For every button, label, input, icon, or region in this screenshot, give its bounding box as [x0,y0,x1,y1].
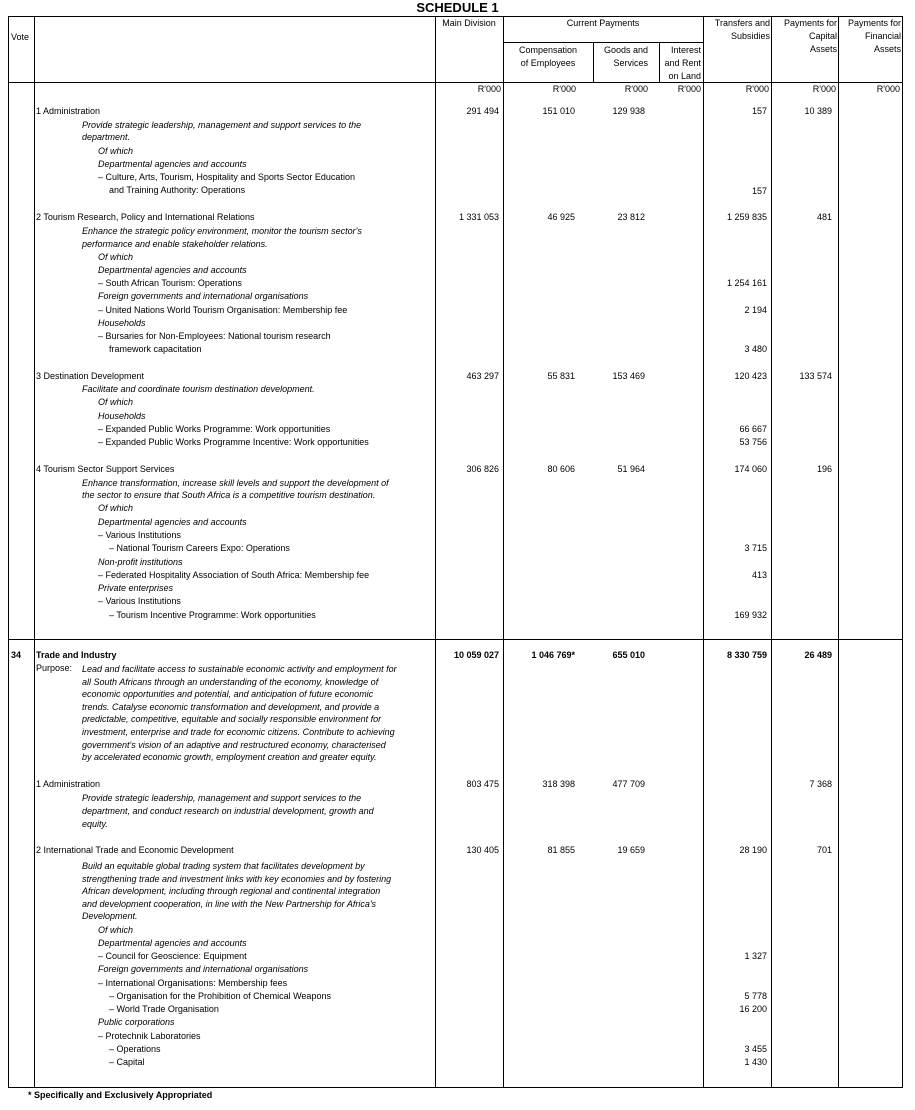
amount-cell: 481 [816,212,832,222]
description-line: performance and enable stakeholder relations. [82,239,268,249]
amount-cell: 153 469 [612,371,645,381]
description-line: Build an equitable global trading system that facilitates development by [82,861,365,871]
description-line: – National Tourism Careers Expo: Operations [109,543,290,553]
amount-cell: 413 [751,570,767,580]
header-financial-assets: Payments for Financial Assets [847,18,901,54]
description-line: 2 International Trade and Economic Development [36,845,234,855]
description-line: Purpose: [36,663,73,673]
amount-cell: 51 964 [617,464,645,474]
description-line: – Organisation for the Prohibition of Chemical Weapons [109,991,331,1001]
description-line: department, and conduct research on industrial development, growth and [82,806,374,816]
description-line: – Council for Geoscience: Equipment [98,951,247,961]
description-line: – Expanded Public Works Programme: Work opportunities [98,424,331,434]
amount-cell: 463 297 [466,371,499,381]
description-line: – Protechnik Laboratories [98,1031,201,1041]
unit-comp: R'000 [552,84,576,94]
description-line: – Tourism Incentive Programme: Work opportunities [109,610,316,620]
description-line: and Training Authority: Operations [109,185,246,195]
current-payments-underline [503,42,703,43]
description-line: – World Trade Organisation [109,1004,219,1014]
description-line: government's vision of an adaptive and restructured economy, characterised [82,740,386,750]
amount-cell: 157 [751,186,767,196]
description-line: and development cooperation, in line with the New Partnership for Africa's [82,899,377,909]
description-line: by accelerated economic growth, employment creation and greater equity. [82,752,377,762]
amount-cell: 7 368 [809,779,832,789]
amount-cell: 3 715 [744,543,767,553]
amount-cell: 655 010 [612,650,645,660]
amount-cell: 120 423 [734,371,767,381]
header-vote: Vote [11,32,30,42]
unit-interest: R'000 [677,84,701,94]
amount-cell: 174 060 [734,464,767,474]
description-line: the sector to ensure that South Africa is a competitive tourism destination. [82,490,376,500]
amount-cell: 1 327 [744,951,767,961]
col-rule-capital [771,16,772,1088]
description-line: Households [98,411,146,421]
header-capital-assets: Payments for Capital Assets [783,18,837,54]
unit-goods: R'000 [624,84,648,94]
header-main-division: Main Division [442,18,496,28]
col-rule-transfers [703,16,704,1088]
amount-cell: 46 925 [547,212,575,222]
description-line: – South African Tourism: Operations [98,278,242,288]
description-line: Development. [82,911,138,921]
amount-cell: 318 398 [542,779,575,789]
amount-cell: 477 709 [612,779,645,789]
col-rule-vote [34,16,35,1088]
description-line: Foreign governments and international organisations [98,964,309,974]
amount-cell: 53 756 [739,437,767,447]
description-line: 3 Destination Development [36,371,145,381]
amount-cell: 5 778 [744,991,767,1001]
description-line: – Expanded Public Works Programme Incentive: Work opportunities [98,437,369,447]
header-goods-services: Goods and Services [603,45,648,68]
description-line: department. [82,132,131,142]
amount-cell: 1 254 161 [726,278,767,288]
description-line: – Capital [109,1057,145,1067]
amount-cell: 1 430 [744,1057,767,1067]
amount-cell: 3 455 [744,1044,767,1054]
description-line: – International Organisations: Membership fees [98,978,288,988]
description-line: strengthening trade and investment links with key economies and by fostering [82,874,392,884]
description-line: Provide strategic leadership, management and support services to the [82,120,362,130]
amount-cell: 16 200 [739,1004,767,1014]
amount-cell: 8 330 759 [726,650,767,660]
description-line: investment, enterprise and trade for economic citizens. Contribute to achieving [82,727,395,737]
description-line: Of which [98,252,134,262]
amount-cell: 196 [816,464,832,474]
description-line: African development, including through regional and continental integration [82,886,381,896]
description-line: predictable, competitive, equitable and socially responsible environment for [82,714,382,724]
amount-cell: 19 659 [617,845,645,855]
amount-cell: 23 812 [617,212,645,222]
description-line: Trade and Industry [36,650,117,660]
description-line: framework capacitation [109,344,202,354]
col-rule-main [435,16,436,1088]
description-line: Households [98,318,146,328]
description-line: – Operations [109,1044,161,1054]
description-line: Public corporations [98,1017,175,1027]
unit-financial: R'000 [876,84,900,94]
description-line: – United Nations World Tourism Organisation: Membership fee [98,305,348,315]
unit-transfers: R'000 [745,84,769,94]
description-line: 34 [11,650,22,660]
amount-cell: 151 010 [542,106,575,116]
description-line: 1 Administration [36,779,101,789]
description-line: Enhance transformation, increase skill levels and support the development of [82,478,389,488]
description-line: Of which [98,503,134,513]
amount-cell: 2 194 [744,305,767,315]
description-line: Departmental agencies and accounts [98,517,247,527]
unit-capital: R'000 [812,84,836,94]
header-transfers: Transfers and Subsidies [714,18,770,41]
amount-cell: 169 932 [734,610,767,620]
header-compensation: Compensation of Employees [518,45,578,68]
description-line: Departmental agencies and accounts [98,159,247,169]
amount-cell: 10 059 027 [453,650,499,660]
amount-cell: 3 480 [744,344,767,354]
schedule-title: SCHEDULE 1 [416,0,499,15]
amount-cell: 55 831 [547,371,575,381]
header-interest-rent: Interest and Rent on Land [664,45,701,81]
col-rule-current [503,16,504,1088]
description-line: trends. Catalyse economic transformation and development, and provide a [82,702,380,712]
amount-cell: 10 389 [804,106,832,116]
header-current-payments: Current Payments [566,18,640,28]
amount-cell: 130 405 [466,845,499,855]
amount-cell: 1 046 769* [531,650,575,660]
amount-cell: 157 [751,106,767,116]
description-line: Departmental agencies and accounts [98,265,247,275]
amount-cell: 306 826 [466,464,499,474]
description-line: – Culture, Arts, Tourism, Hospitality and Sports Sector Education [98,172,355,182]
amount-cell: 129 938 [612,106,645,116]
description-line: equity. [82,819,108,829]
col-rule-financial [838,16,839,1088]
description-line: Of which [98,146,134,156]
description-line: Facilitate and coordinate tourism destination development. [82,384,315,394]
description-line: Foreign governments and international organisations [98,291,309,301]
description-line: Of which [98,925,134,935]
description-line: Lead and facilitate access to sustainable economic activity and employment for [82,664,397,674]
amount-cell: 291 494 [466,106,499,116]
amount-cell: 1 331 053 [458,212,499,222]
description-line: 1 Administration [36,106,101,116]
description-line: – Federated Hospitality Association of South Africa: Membership fee [98,570,370,580]
amount-cell: 1 259 835 [726,212,767,222]
vote-separator-rule [8,639,903,640]
description-line: – Bursaries for Non-Employees: National tourism research [98,331,331,341]
footnote: * Specifically and Exclusively Appropriated [28,1090,213,1100]
description-line: – Various Institutions [98,530,181,540]
amount-cell: 701 [816,845,832,855]
amount-cell: 28 190 [739,845,767,855]
description-line: Of which [98,397,134,407]
description-line: Provide strategic leadership, management and support services to the [82,793,362,803]
description-line: economic opportunities and potential, and anticipation of future economic [82,689,374,699]
description-line: 2 Tourism Research, Policy and International Relations [36,212,255,222]
description-line: all South Africans through an understanding of the economy, knowledge of [82,677,379,687]
description-line: – Various Institutions [98,596,181,606]
amount-cell: 26 489 [804,650,832,660]
amount-cell: 803 475 [466,779,499,789]
description-line: Private enterprises [98,583,174,593]
description-line: Non-profit institutions [98,557,183,567]
amount-cell: 66 667 [739,424,767,434]
description-line: Enhance the strategic policy environment, monitor the tourism sector's [82,226,362,236]
amount-cell: 81 855 [547,845,575,855]
description-line: Departmental agencies and accounts [98,938,247,948]
unit-main: R'000 [477,84,501,94]
amount-cell: 133 574 [799,371,832,381]
description-line: 4 Tourism Sector Support Services [36,464,175,474]
amount-cell: 80 606 [547,464,575,474]
